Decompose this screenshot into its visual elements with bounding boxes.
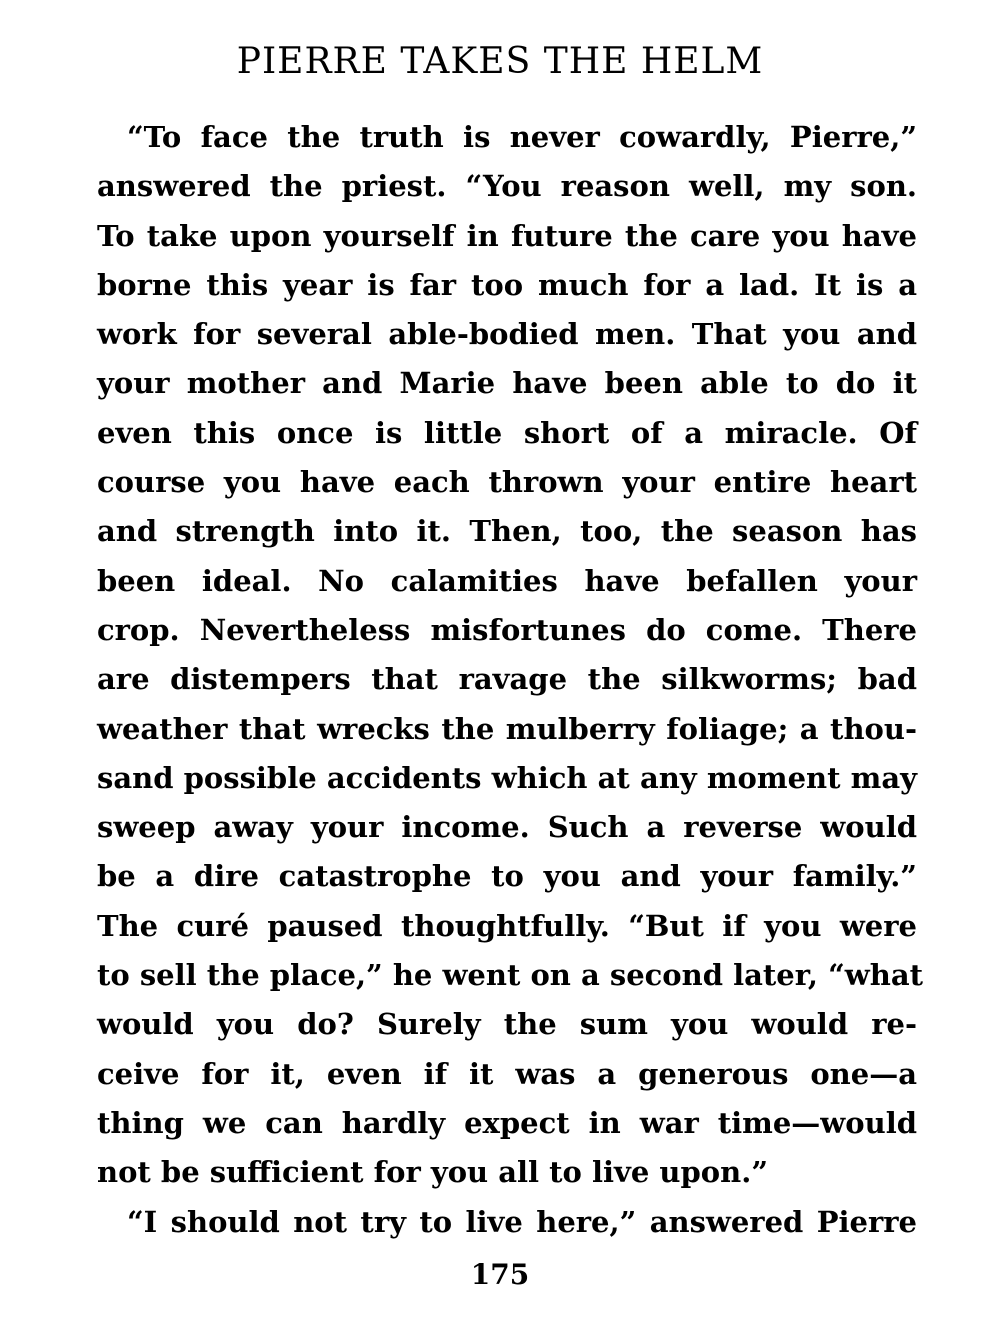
text-line: The curé paused thoughtfully. “But if you were <box>97 908 917 943</box>
text-line: ceive for it, even if it was a generous one—a <box>97 1056 917 1091</box>
text-line: are distempers that ravage the silkworms; bad <box>97 662 917 697</box>
body-text <box>97 113 924 1247</box>
text-line: be a dire catastrophe to you and your family.” <box>97 859 917 894</box>
text-line: your mother and Marie have been able to do it <box>97 366 917 401</box>
text-line: crop. Nevertheless misfortunes do come. There <box>97 612 917 647</box>
text-line: been ideal. No calamities have befallen your <box>97 563 917 598</box>
text-line: To take upon yourself in future the care you have <box>97 218 917 253</box>
text-line: not be sufficient for you all to live upon.” <box>97 1155 768 1190</box>
text-line: would you do? Surely the sum you would re- <box>97 1007 917 1042</box>
text-line: answered the priest. “You reason well, my son. <box>97 169 917 204</box>
text-line: work for several able-bodied men. That you and <box>97 317 917 352</box>
text-line: to sell the place,” he went on a second later, “what <box>97 958 924 993</box>
text-line: sweep away your income. Such a reverse would <box>97 810 917 845</box>
text-line: “I should not try to live here,” answered Pierre <box>127 1204 917 1239</box>
running-head: PIERRE TAKES THE HELM <box>236 41 764 82</box>
text-line: thing we can hardly expect in war time—would <box>97 1105 917 1140</box>
text-line: sand possible accidents which at any moment may <box>97 760 917 795</box>
text-line: borne this year is far too much for a lad. It is a <box>97 267 917 302</box>
page-number: 175 <box>470 1258 530 1291</box>
text-line: even this once is little short of a miracle. Of <box>97 415 917 450</box>
text-line: weather that wrecks the mulberry foliage; a thou- <box>97 711 917 746</box>
text-line: and strength into it. Then, too, the season has <box>97 514 917 549</box>
text-line: course you have each thrown your entire heart <box>97 465 917 500</box>
text-line: “To face the truth is never cowardly, Pierre,” <box>127 120 917 154</box>
